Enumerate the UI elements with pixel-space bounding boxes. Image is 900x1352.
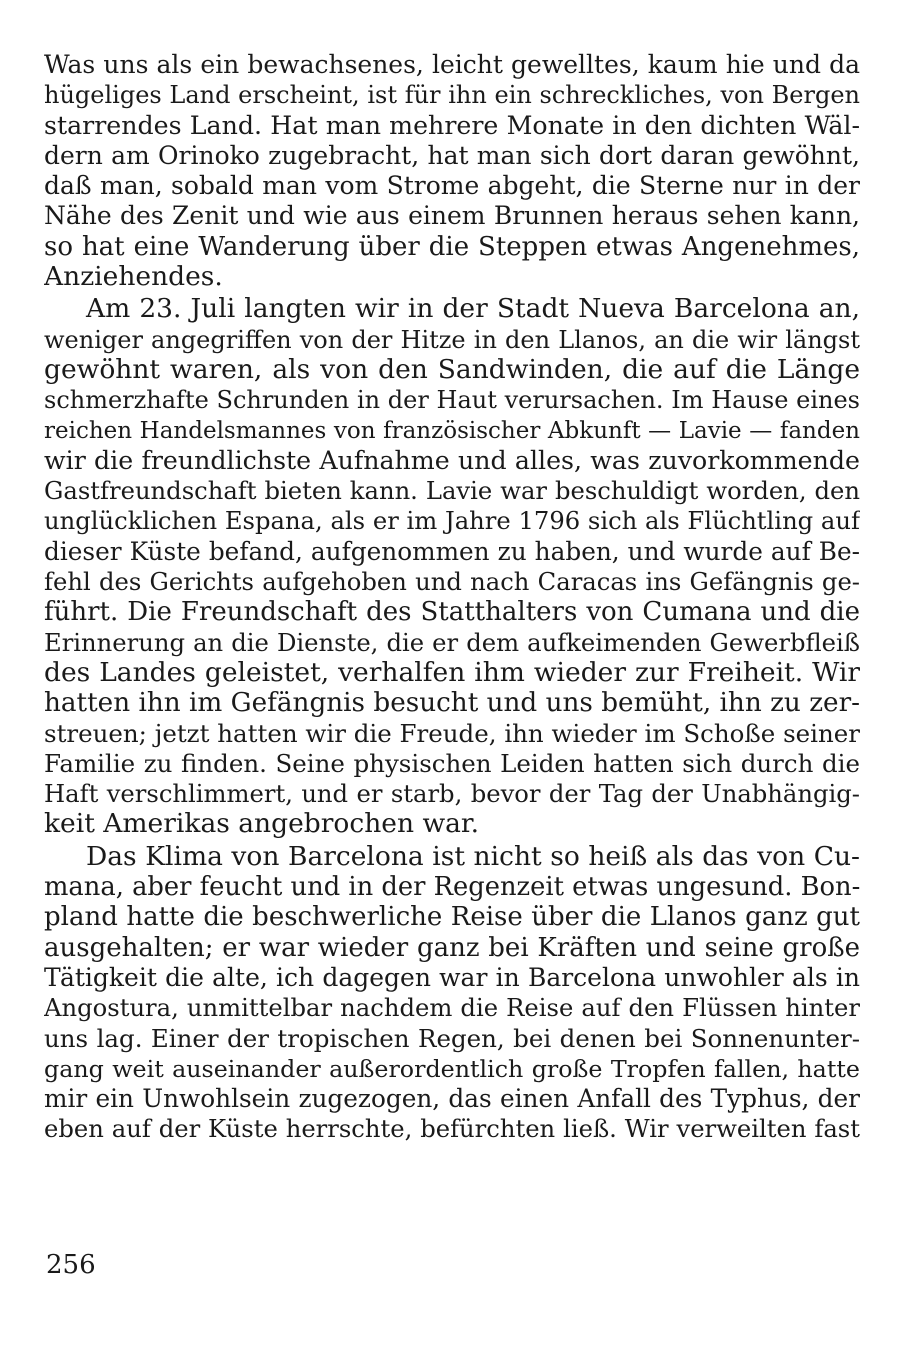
- paragraph-1: [44, 50, 860, 292]
- text-line: reichen Handelsmannes von französischer Abkunft — Lavie — fanden: [44, 417, 860, 444]
- text-line: gewöhnt waren, als von den Sandwinden, die auf die Länge: [44, 354, 860, 385]
- page-number: 256: [46, 1250, 96, 1280]
- text-line: pland hatte die beschwerliche Reise über die Llanos ganz gut: [44, 902, 860, 933]
- text-line: keit Amerikas angebrochen war.: [44, 809, 480, 840]
- text-line: Angostura, unmittelbar nachdem die Reise auf den Flüssen hinter: [44, 993, 860, 1023]
- text-line: unglücklichen Espana, als er im Jahre 1796 sich als Flüchtling auf: [44, 506, 860, 536]
- text-line: Tätigkeit die alte, ich dagegen war in Barcelona unwohler als in: [44, 962, 860, 992]
- text-line: Gastfreundschaft bieten kann. Lavie war beschuldigt worden, den: [44, 476, 860, 506]
- text-line: Familie zu finden. Seine physischen Leiden hatten sich durch die: [44, 748, 860, 778]
- paragraph-3: [44, 842, 860, 1145]
- book-page-body: [44, 50, 860, 1145]
- text-line: des Landes geleistet, verhalfen ihm wieder zur Freiheit. Wir: [44, 657, 860, 688]
- text-line: Haft verschlimmert, und er starb, bevor der Tag der Unabhängig-: [44, 779, 860, 809]
- text-line: eben auf der Küste herrschte, befürchten ließ. Wir verweilten fast: [44, 1114, 860, 1144]
- text-line: daß man, sobald man vom Strome abgeht, die Sterne nur in der: [44, 171, 860, 201]
- text-line: so hat eine Wanderung über die Steppen etwas Angenehmes,: [44, 231, 860, 262]
- text-line: hügeliges Land erscheint, ist für ihn ein schreckliches, von Bergen: [44, 81, 860, 110]
- text-line: mana, aber feucht und in der Regenzeit etwas ungesund. Bon-: [44, 872, 860, 903]
- text-line: streuen; jetzt hatten wir die Freude, ihn wieder im Schoße seiner: [44, 718, 860, 748]
- text-line: uns lag. Einer der tropischen Regen, bei denen bei Sonnenunter-: [44, 1023, 860, 1053]
- text-line: wir die freundlichste Aufnahme und alles, was zuvorkommende: [44, 445, 860, 475]
- text-line: Das Klima von Barcelona ist nicht so heiß als das von Cu-: [86, 841, 860, 872]
- text-line: führt. Die Freundschaft des Statthalters von Cumana und die: [44, 597, 860, 628]
- text-line: dieser Küste befand, aufgenommen zu haben, und wurde auf Be-: [44, 536, 860, 566]
- text-line: Was uns als ein bewachsenes, leicht gewelltes, kaum hie und da: [44, 50, 860, 79]
- text-line: weniger angegriffen von der Hitze in den Llanos, an die wir längst: [44, 325, 860, 354]
- text-line: ausgehalten; er war wieder ganz bei Kräften und seine große: [44, 932, 860, 963]
- text-line: mir ein Unwohlsein zugezogen, das einen Anfall des Typhus, der: [44, 1084, 860, 1114]
- text-line: Nähe des Zenit und wie aus einem Brunnen heraus sehen kann,: [44, 201, 860, 231]
- text-line: fehl des Gerichts aufgehoben und nach Caracas ins Gefängnis ge-: [44, 567, 860, 597]
- text-line: Am 23. Juli langten wir in der Stadt Nueva Barcelona an,: [86, 294, 860, 325]
- text-line: dern am Orinoko zugebracht, hat man sich dort daran gewöhnt,: [44, 140, 860, 170]
- text-line: starrendes Land. Hat man mehrere Monate in den dichten Wäl-: [44, 110, 860, 140]
- text-line: Anziehendes.: [44, 262, 223, 293]
- text-line: hatten ihn im Gefängnis besucht und uns bemüht, ihn zu zer-: [44, 688, 860, 719]
- paragraph-2: [44, 294, 860, 839]
- text-line: Erinnerung an die Dienste, die er dem aufkeimenden Gewerbfleiß: [44, 627, 860, 657]
- text-line: schmerzhafte Schrunden in der Haut verursachen. Im Hause eines: [44, 386, 860, 415]
- text-line: gang weit auseinander außerordentlich große Tropfen fallen, hatte: [44, 1054, 860, 1083]
